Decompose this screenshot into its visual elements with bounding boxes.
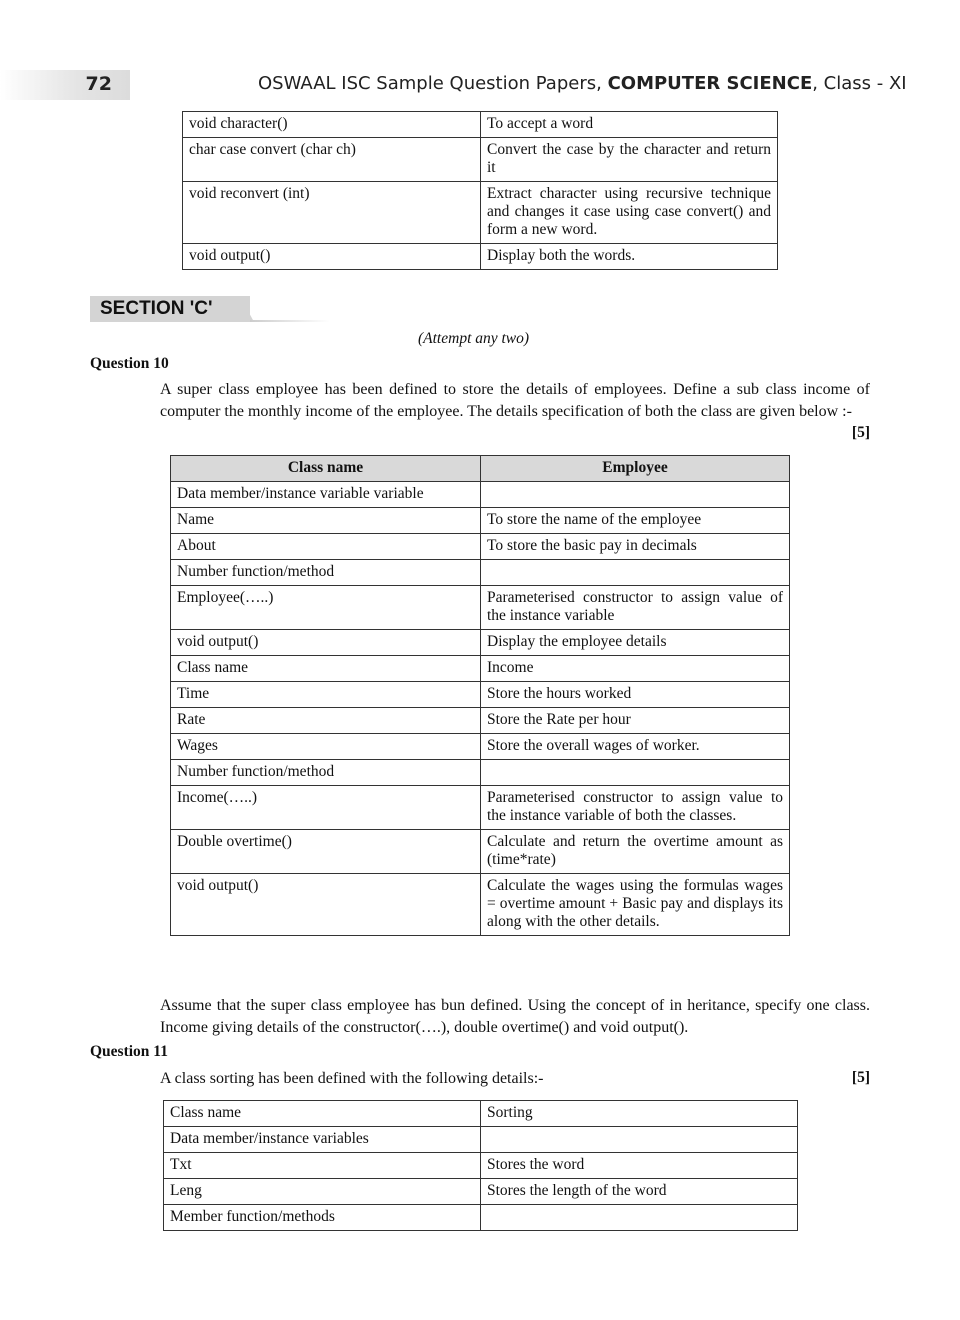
member-cell: Class name bbox=[164, 1101, 481, 1127]
description-cell: To accept a word bbox=[481, 112, 778, 138]
member-cell: Member function/methods bbox=[164, 1205, 481, 1231]
description-cell: Stores the length of the word bbox=[481, 1179, 798, 1205]
table-row bbox=[171, 830, 790, 874]
description-cell: To store the name of the employee bbox=[481, 508, 790, 534]
question-10-text bbox=[160, 379, 870, 422]
table-row bbox=[171, 874, 790, 936]
description-cell: To store the basic pay in decimals bbox=[481, 534, 790, 560]
member-cell: Leng bbox=[164, 1179, 481, 1205]
description-cell: Display both the words. bbox=[481, 244, 778, 270]
member-cell: Data member/instance variables bbox=[164, 1127, 481, 1153]
description-cell: Extract character using recursive technique and changes it case using case convert() and form a new word. bbox=[481, 182, 778, 244]
description-cell: Sorting bbox=[481, 1101, 798, 1127]
description-cell: Convert the case by the character and return it bbox=[481, 138, 778, 182]
member-cell: Txt bbox=[164, 1153, 481, 1179]
member-cell: Employee(…..) bbox=[171, 586, 481, 630]
description-cell: Store the Rate per hour bbox=[481, 708, 790, 734]
table-row bbox=[164, 1205, 798, 1231]
question-11-marks: [5] bbox=[851, 1069, 870, 1086]
member-cell: void output() bbox=[171, 874, 481, 936]
member-cell: void reconvert (int) bbox=[183, 182, 481, 244]
question-10-footer: Assume that the super class employee has bun defined. Using the concept of in heritance, specify one class. Income giving details of the constructor(….), double overtime() and void output(). bbox=[160, 997, 870, 1036]
member-cell: About bbox=[171, 534, 481, 560]
member-cell: Number function/method bbox=[171, 560, 481, 586]
section-label: SECTION 'C' bbox=[100, 298, 213, 319]
member-cell: Wages bbox=[171, 734, 481, 760]
description-cell: Parameterised constructor to assign value of the instance variable bbox=[481, 586, 790, 630]
running-header bbox=[258, 73, 907, 94]
table-row bbox=[171, 708, 790, 734]
section-c-banner bbox=[90, 296, 330, 322]
column-header: Employee bbox=[481, 456, 790, 482]
table-row bbox=[171, 760, 790, 786]
question-10-heading: Question 10 bbox=[90, 355, 169, 372]
table-row bbox=[171, 630, 790, 656]
methods-table-continued bbox=[182, 111, 778, 270]
description-cell: Income bbox=[481, 656, 790, 682]
header-prefix: OSWAAL ISC Sample Question Papers, bbox=[258, 73, 608, 94]
question-10-marks: [5] bbox=[851, 424, 870, 441]
question-11-text: A class sorting has been defined with the following details:- bbox=[160, 1070, 544, 1087]
header-suffix: , Class - XI bbox=[812, 73, 907, 94]
description-cell bbox=[481, 1127, 798, 1153]
table-row bbox=[164, 1101, 798, 1127]
member-cell: Income(…..) bbox=[171, 786, 481, 830]
table-row bbox=[171, 786, 790, 830]
table-row bbox=[171, 508, 790, 534]
description-cell: Calculate the wages using the formulas wages = overtime amount + Basic pay and displays its along with the other details. bbox=[481, 874, 790, 936]
table-row bbox=[183, 182, 778, 244]
section-instruction: (Attempt any two) bbox=[418, 330, 530, 347]
member-cell: Double overtime() bbox=[171, 830, 481, 874]
question-10-body: A super class employee has been defined to store the details of employees. Define a sub class income of computer the monthly income of the employee. The details specification of both the class are given below :- bbox=[160, 381, 870, 420]
description-cell bbox=[481, 1205, 798, 1231]
member-cell: Time bbox=[171, 682, 481, 708]
table-row bbox=[171, 560, 790, 586]
member-cell: Number function/method bbox=[171, 760, 481, 786]
description-cell: Parameterised constructor to assign value to the instance variable of both the classes. bbox=[481, 786, 790, 830]
page-number: 72 bbox=[85, 73, 112, 95]
table-row bbox=[183, 112, 778, 138]
member-cell: void output() bbox=[171, 630, 481, 656]
table-row bbox=[183, 138, 778, 182]
table-row bbox=[171, 482, 790, 508]
table-row bbox=[171, 534, 790, 560]
header-subject: COMPUTER SCIENCE bbox=[607, 73, 813, 94]
description-cell: Display the employee details bbox=[481, 630, 790, 656]
table-header-row bbox=[171, 456, 790, 482]
table-row bbox=[171, 734, 790, 760]
description-cell: Store the overall wages of worker. bbox=[481, 734, 790, 760]
table-row bbox=[171, 682, 790, 708]
description-cell bbox=[481, 560, 790, 586]
description-cell bbox=[481, 760, 790, 786]
page-number-tab bbox=[0, 70, 130, 100]
table-row bbox=[183, 244, 778, 270]
member-cell: Class name bbox=[171, 656, 481, 682]
member-cell: char case convert (char ch) bbox=[183, 138, 481, 182]
table-row bbox=[171, 586, 790, 630]
member-cell: Name bbox=[171, 508, 481, 534]
column-header: Class name bbox=[171, 456, 481, 482]
member-cell: Data member/instance variable variable bbox=[171, 482, 481, 508]
table-row bbox=[164, 1153, 798, 1179]
question-11-heading: Question 11 bbox=[90, 1043, 168, 1060]
member-cell: void character() bbox=[183, 112, 481, 138]
description-cell: Stores the word bbox=[481, 1153, 798, 1179]
description-cell bbox=[481, 482, 790, 508]
table-row bbox=[171, 656, 790, 682]
employee-class-table bbox=[170, 455, 790, 936]
table-row bbox=[164, 1127, 798, 1153]
member-cell: Rate bbox=[171, 708, 481, 734]
member-cell: void output() bbox=[183, 244, 481, 270]
sorting-class-table bbox=[163, 1100, 798, 1231]
description-cell: Calculate and return the overtime amount as (time*rate) bbox=[481, 830, 790, 874]
description-cell: Store the hours worked bbox=[481, 682, 790, 708]
table-row bbox=[164, 1179, 798, 1205]
